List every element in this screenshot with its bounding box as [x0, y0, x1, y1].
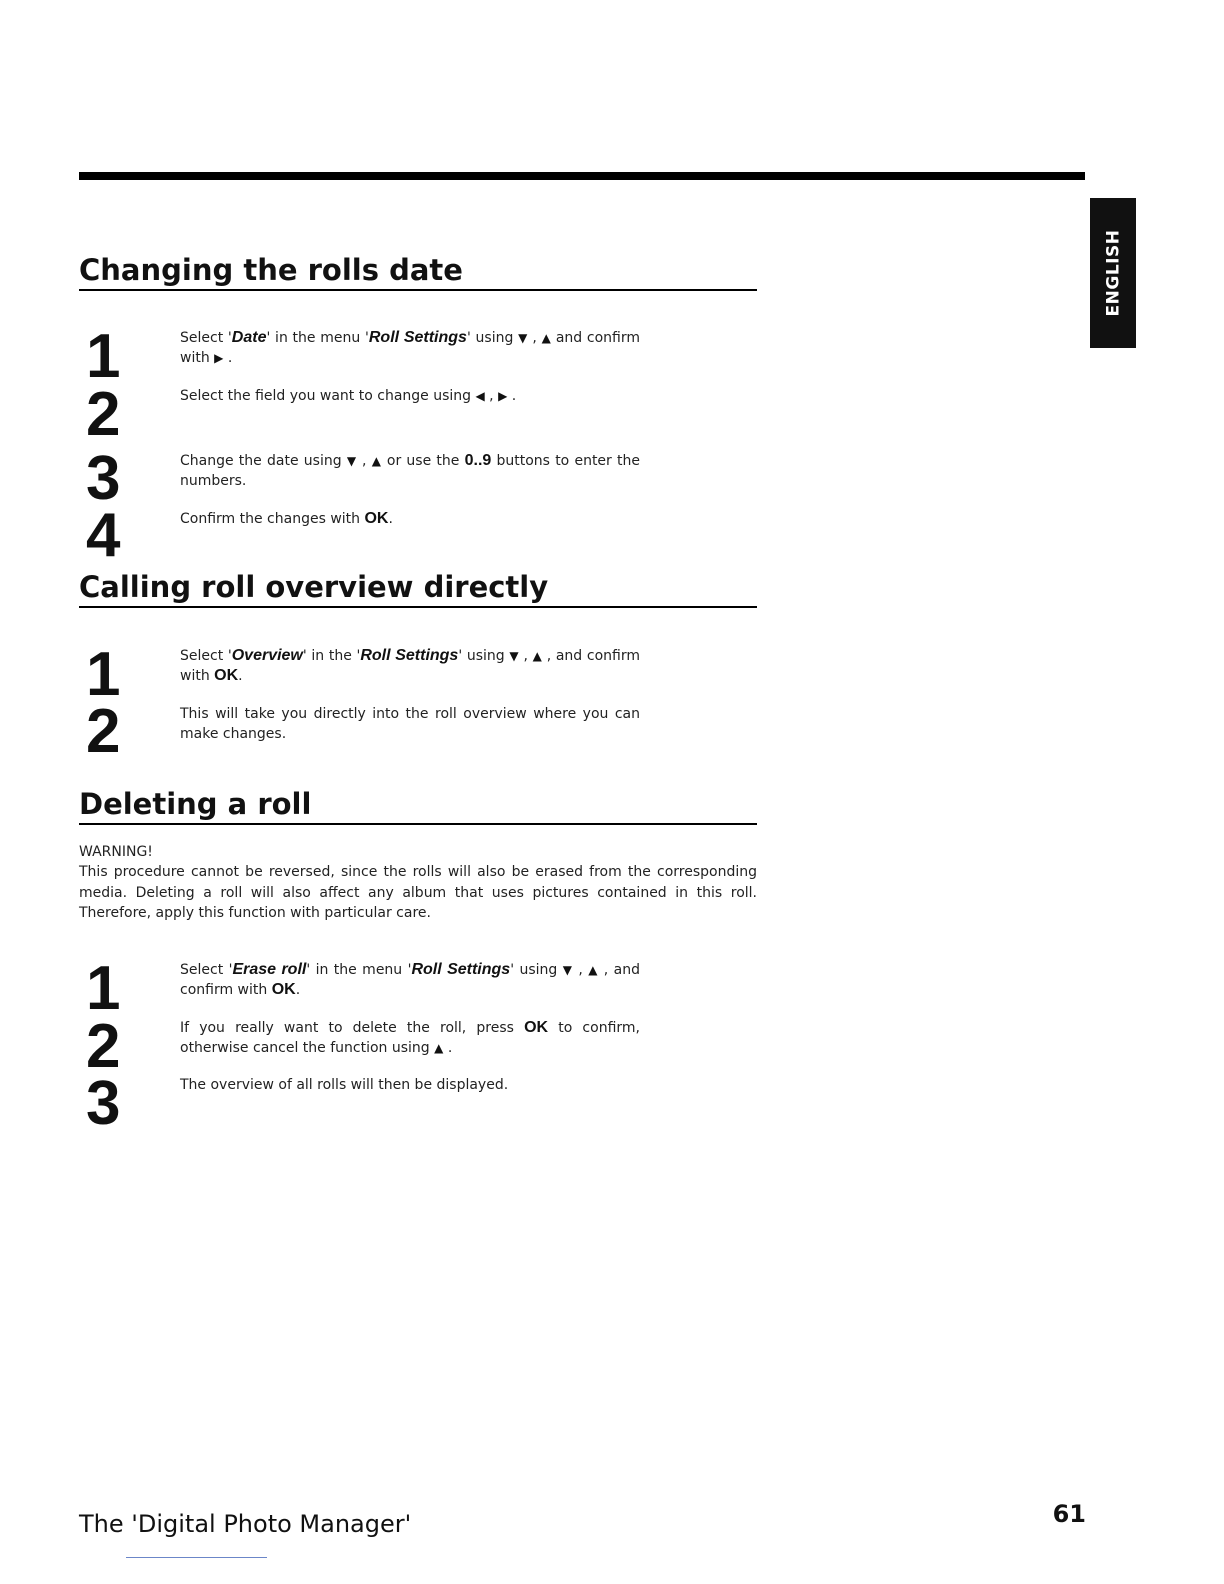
up-arrow-icon: ▲ [541, 331, 552, 345]
up-arrow-icon: ▲ [434, 1041, 444, 1055]
section-title-deleting-roll: Deleting a roll [79, 786, 757, 825]
up-arrow-icon: ▲ [532, 649, 543, 663]
step-text: Select 'Overview' in the 'Roll Settings' using ▼ , ▲ , and confirm with OK. [180, 647, 640, 684]
left-arrow-icon: ◀ [475, 389, 485, 403]
step-number: 3 [86, 444, 121, 513]
step-text: Confirm the changes with OK. [180, 510, 393, 527]
step-text: Select 'Date' in the menu 'Roll Settings' using ▼ , ▲ and confirm with ▶ . [180, 329, 641, 366]
step-text: The overview of all rolls will then be displayed. [180, 1077, 509, 1093]
down-arrow-icon: ▼ [346, 454, 357, 468]
section-title-calling-overview: Calling roll overview directly [79, 569, 757, 608]
top-rule [79, 172, 1085, 180]
step-number: 1 [86, 954, 121, 1023]
warning-body: This procedure cannot be reversed, since the rolls will also be erased from the corresponding media. Deleting a roll will also affect any album that uses pictures contained in this roll. Therefore, apply this function with particular care. [79, 864, 757, 921]
step-number: 2 [86, 697, 121, 766]
footer-link-underline [126, 1557, 267, 1558]
down-arrow-icon: ▼ [509, 649, 519, 663]
section-title-changing-date: Changing the rolls date [79, 252, 757, 291]
step-number: 1 [86, 640, 121, 709]
page-number: 61 [1052, 1500, 1086, 1528]
step-number: 3 [86, 1069, 121, 1138]
up-arrow-icon: ▲ [588, 963, 599, 977]
step-text: Select 'Erase roll' in the menu 'Roll Settings' using ▼ , ▲ , and confirm with OK. [180, 961, 641, 998]
language-tab-label: ENGLISH [1103, 229, 1123, 317]
warning-title: WARNING! [79, 844, 153, 860]
right-arrow-icon: ▶ [498, 389, 508, 403]
step-text: Select the field you want to change using ◀ , ▶ . [180, 388, 517, 404]
step-number: 1 [86, 322, 121, 391]
footer-title: The 'Digital Photo Manager' [79, 1510, 412, 1538]
step-text: Change the date using ▼ , ▲ or use the 0..9 buttons to enter the numbers. [180, 452, 640, 489]
language-tab [1090, 198, 1136, 348]
right-arrow-icon: ▶ [214, 351, 224, 365]
step-number: 2 [86, 380, 121, 449]
step-number: 4 [86, 501, 121, 570]
step-text: If you really want to delete the roll, press OK to confirm, otherwise cancel the function using ▲ . [180, 1019, 640, 1056]
up-arrow-icon: ▲ [371, 454, 382, 468]
step-text: This will take you directly into the roll overview where you can make changes. [180, 706, 640, 742]
down-arrow-icon: ▼ [518, 331, 528, 345]
step-number: 2 [86, 1012, 121, 1081]
down-arrow-icon: ▼ [562, 963, 573, 977]
